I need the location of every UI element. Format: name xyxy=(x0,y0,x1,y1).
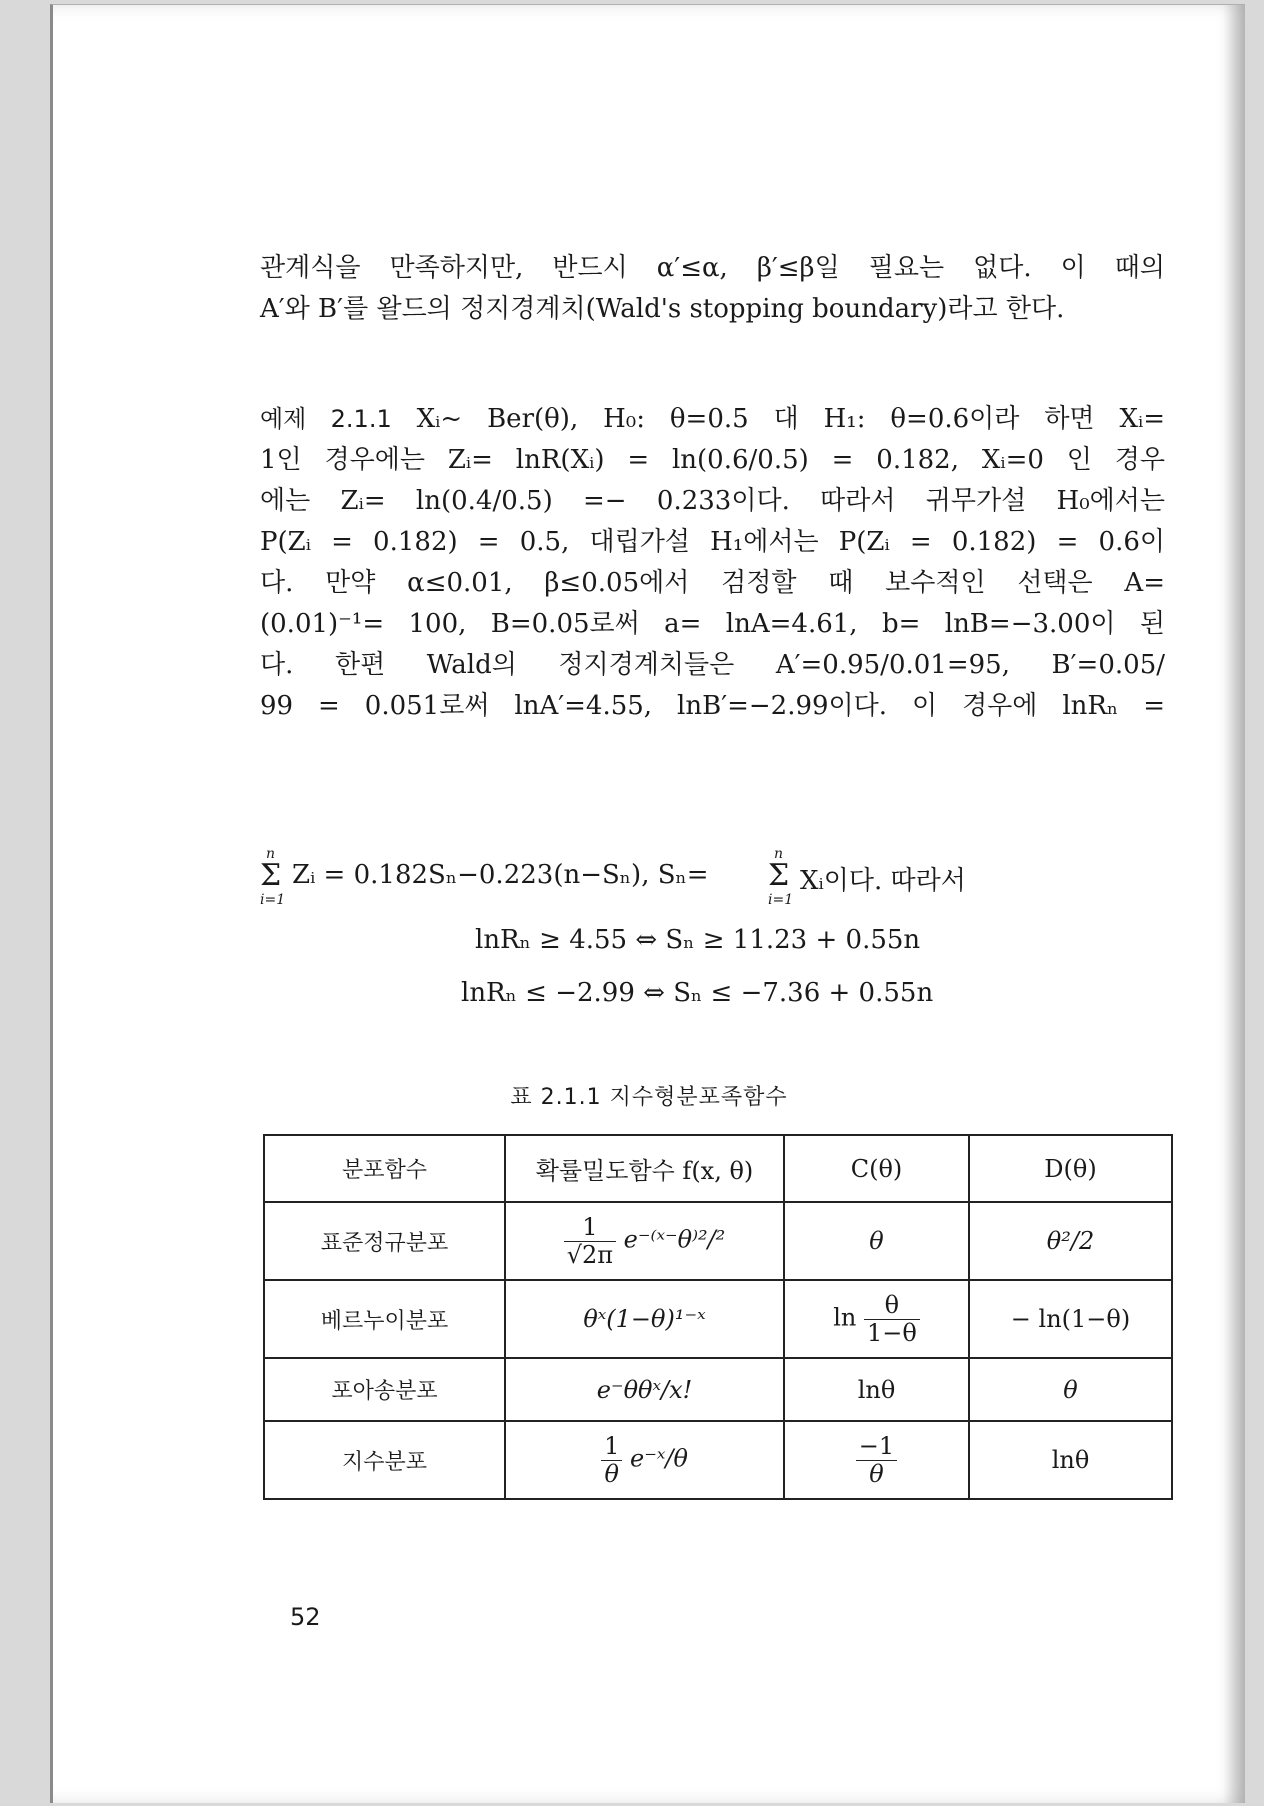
example-paragraph xyxy=(260,399,1165,727)
numerator: −1 xyxy=(856,1433,897,1460)
equation-2: lnRₙ ≤ −2.99 ⇔ Sₙ ≤ −7.36 + 0.55n xyxy=(461,978,934,1008)
numerator: 1 xyxy=(601,1433,622,1460)
distribution-name: 지수분포 xyxy=(264,1421,505,1499)
text-line: 다. 만약 α≤0.01, β≤0.05에서 검정할 때 보수적인 선택은 A= xyxy=(260,568,1165,598)
text-segment: Xᵢ~ Ber(θ), H₀: θ=0.5 대 H₁: θ=0.6이라 하면 Xᵢ= xyxy=(416,404,1165,434)
table-row xyxy=(264,1358,1172,1421)
page-edge-shadow xyxy=(1223,5,1245,1803)
fraction xyxy=(864,1292,920,1346)
distribution-name: 포아송분포 xyxy=(264,1358,505,1421)
text-line xyxy=(260,399,1165,440)
text-line: 1인 경우에는 Zᵢ= lnR(Xᵢ) = ln(0.6/0.5) = 0.182, Xᵢ=0 인 경우 xyxy=(260,445,1165,475)
distribution-name: 표준정규분포 xyxy=(264,1202,505,1280)
table-row xyxy=(264,1280,1172,1358)
fraction xyxy=(601,1433,622,1487)
density-cell xyxy=(505,1421,784,1499)
header-cell: C(θ) xyxy=(784,1135,969,1202)
sum-symbol: Σ xyxy=(260,858,282,893)
table-row xyxy=(264,1202,1172,1280)
sum-upper-limit: n xyxy=(774,846,784,862)
denominator: θ xyxy=(604,1459,619,1488)
text-line: A′와 B′를 왈드의 정지경계치(Wald's stopping boundary)라고 한다. xyxy=(260,294,1065,324)
numerator: 1 xyxy=(564,1214,616,1241)
sum-upper-limit: n xyxy=(266,846,276,862)
c-cell: θ xyxy=(784,1202,969,1280)
sum-expression: Zᵢ = 0.182Sₙ−0.223(n−Sₙ), Sₙ= xyxy=(292,860,709,890)
d-cell: θ xyxy=(969,1358,1172,1421)
text-line: P(Zᵢ = 0.182) = 0.5, 대립가설 H₁에서는 P(Zᵢ = 0.182) = 0.6이 xyxy=(260,527,1165,557)
table-row xyxy=(264,1421,1172,1499)
header-cell: 확률밀도함수 f(x, θ) xyxy=(505,1135,784,1202)
numerator: θ xyxy=(864,1292,920,1319)
density-cell: e⁻θθˣ/x! xyxy=(505,1358,784,1421)
exponent-term: e⁻ˣ/θ xyxy=(629,1444,688,1473)
page-number: 52 xyxy=(290,1603,321,1631)
ln-prefix: ln xyxy=(833,1303,857,1332)
equation-1: lnRₙ ≥ 4.55 ⇔ Sₙ ≥ 11.23 + 0.55n xyxy=(475,925,921,955)
text-line: 관계식을 만족하지만, 반드시 α′≤α, β′≤β일 필요는 없다. 이 때의 xyxy=(260,253,1165,283)
c-cell xyxy=(784,1280,969,1358)
text-line: 에는 Zᵢ= ln(0.4/0.5) =− 0.233이다. 따라서 귀무가설 H₀에서는 xyxy=(260,486,1165,516)
exponential-family-table xyxy=(263,1134,1173,1500)
header-cell: 분포함수 xyxy=(264,1135,505,1202)
exponent-term: e⁻⁽ˣ⁻θ⁾²/² xyxy=(623,1225,726,1254)
table-caption: 표 2.1.1 지수형분포족함수 xyxy=(510,1085,788,1110)
c-cell: lnθ xyxy=(784,1358,969,1421)
summation-line xyxy=(260,848,1165,908)
example-label: 예제 2.1.1 xyxy=(260,405,392,433)
sum-expression-tail: Xᵢ이다. 따라서 xyxy=(800,866,966,896)
d-cell: lnθ xyxy=(969,1421,1172,1499)
density-cell xyxy=(505,1202,784,1280)
sum-symbol: Σ xyxy=(768,858,790,893)
density-cell: θˣ(1−θ)¹⁻ˣ xyxy=(505,1280,784,1358)
denominator: √2π xyxy=(566,1240,614,1269)
text-line: (0.01)⁻¹= 100, B=0.05로써 a= lnA=4.61, b= lnB=−3.00이 된 xyxy=(260,609,1165,639)
text-line: 99 = 0.051로써 lnA′=4.55, lnB′=−2.99이다. 이 경우에 lnRₙ = xyxy=(260,691,1165,721)
c-cell xyxy=(784,1421,969,1499)
denominator: θ xyxy=(869,1459,884,1488)
table-header-row xyxy=(264,1135,1172,1202)
d-cell: θ²/2 xyxy=(969,1202,1172,1280)
header-cell: D(θ) xyxy=(969,1135,1172,1202)
denominator: 1−θ xyxy=(866,1318,917,1347)
paragraph-boundary xyxy=(260,248,1165,330)
text-line: 다. 한편 Wald의 정지경계치들은 A′=0.95/0.01=95, B′=0.05/ xyxy=(260,650,1165,680)
d-cell: − ln(1−θ) xyxy=(969,1280,1172,1358)
sum-lower-limit: i=1 xyxy=(260,892,286,908)
fraction xyxy=(856,1433,897,1487)
distribution-name: 베르누이분포 xyxy=(264,1280,505,1358)
book-page xyxy=(50,4,1245,1803)
sum-lower-limit: i=1 xyxy=(768,892,794,908)
fraction xyxy=(564,1214,616,1268)
